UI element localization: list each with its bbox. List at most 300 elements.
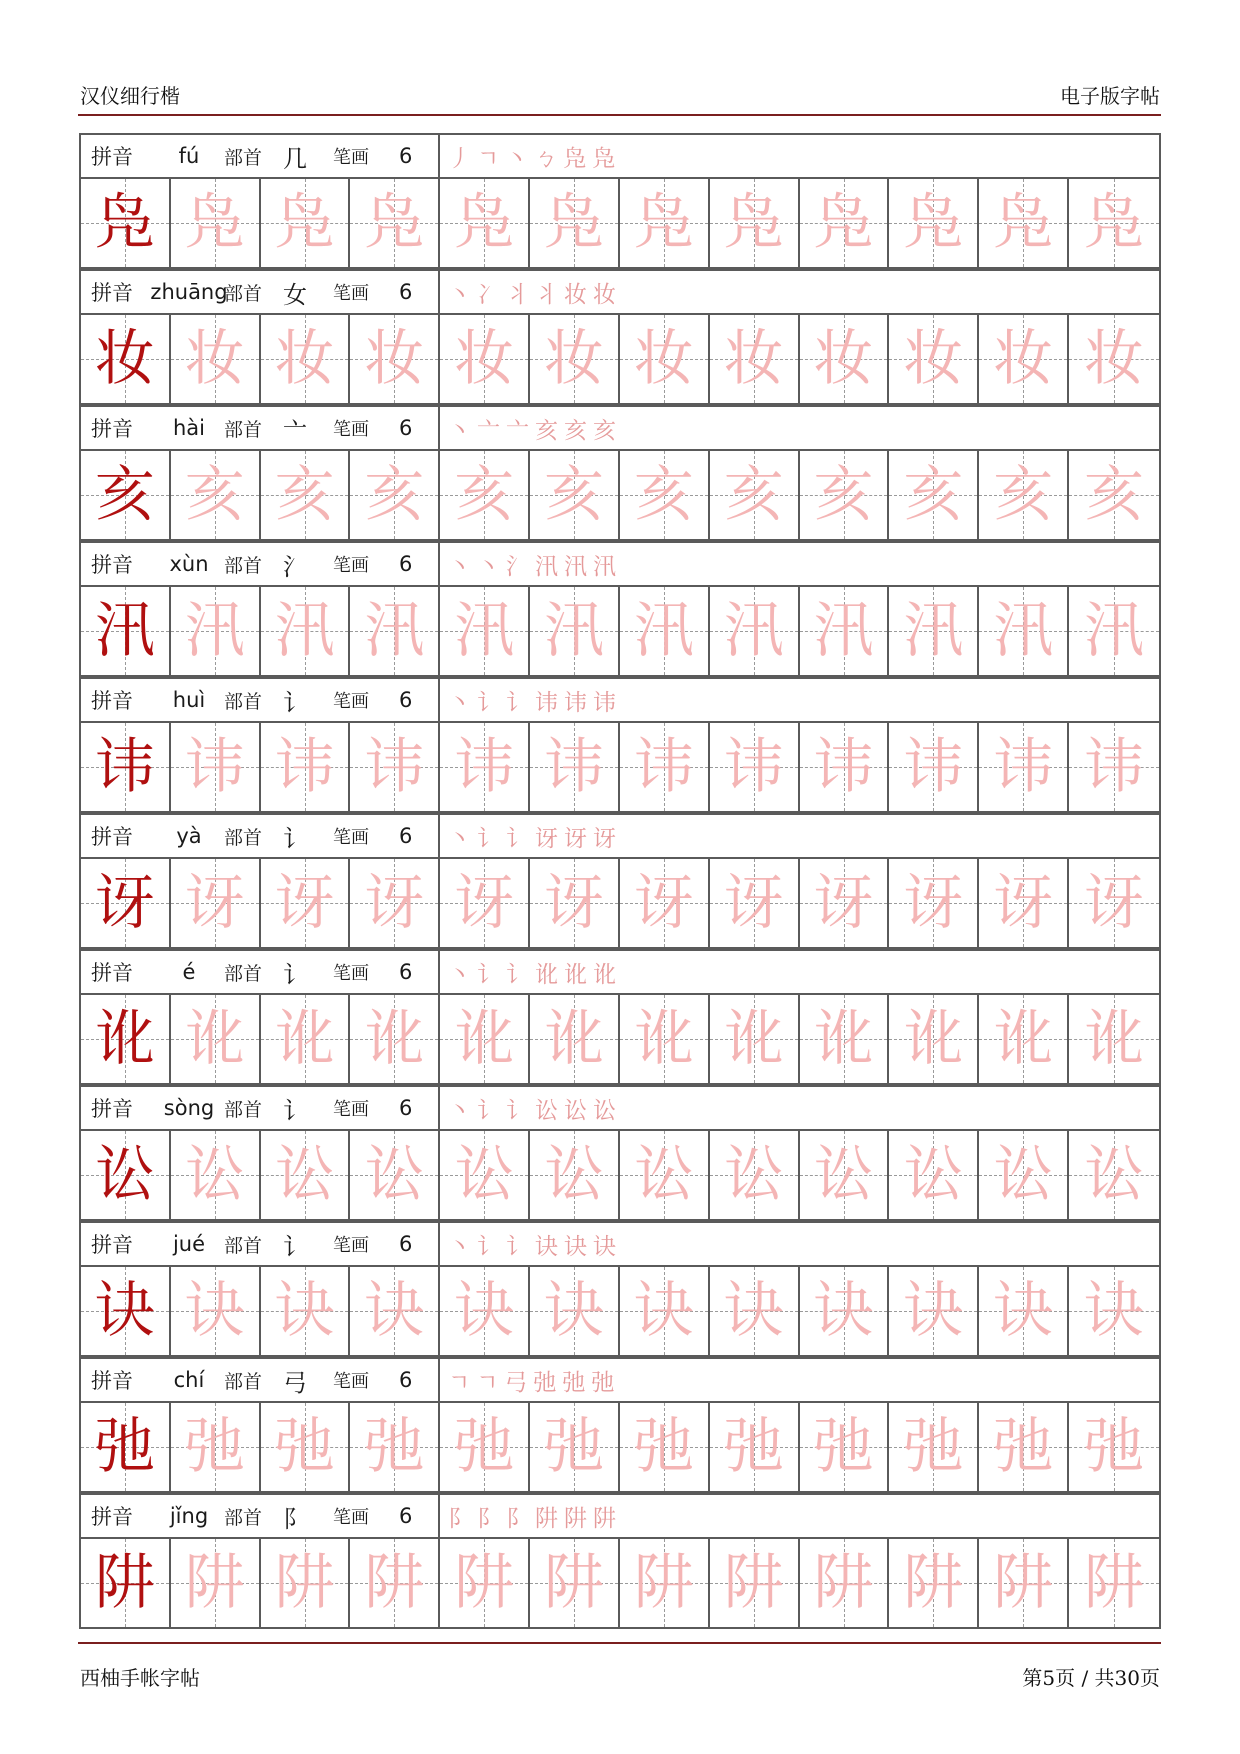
practice-grid-row xyxy=(79,177,1161,269)
trace-character-cell[interactable] xyxy=(889,1131,979,1219)
practice-grid-row xyxy=(79,857,1161,949)
practice-grid-row xyxy=(79,1537,1161,1629)
trace-character-cell[interactable] xyxy=(710,451,800,539)
trace-character: 讼 xyxy=(454,1140,515,1210)
trace-character-cell[interactable] xyxy=(889,451,979,539)
trace-character-cell[interactable] xyxy=(261,451,351,539)
trace-character-cell[interactable] xyxy=(1069,315,1159,403)
trace-character-cell[interactable] xyxy=(440,1267,530,1355)
trace-character-cell[interactable] xyxy=(710,1403,800,1491)
trace-character-cell[interactable] xyxy=(710,179,800,267)
trace-character: 讹 xyxy=(274,1004,335,1074)
trace-character-cell[interactable] xyxy=(530,587,620,675)
trace-character: 阱 xyxy=(1084,1548,1145,1618)
trace-character-cell[interactable] xyxy=(530,1403,620,1491)
pinyin-value: yà xyxy=(176,824,202,848)
trace-character: 讼 xyxy=(274,1140,335,1210)
radical-value: 讠 xyxy=(283,1096,307,1125)
trace-character: 凫 xyxy=(364,188,425,258)
trace-character: 阱 xyxy=(633,1548,694,1618)
trace-character-cell[interactable] xyxy=(261,1539,351,1627)
trace-character-cell[interactable] xyxy=(1069,179,1159,267)
strokes-value: 6 xyxy=(399,824,413,848)
trace-character-cell[interactable] xyxy=(1069,723,1159,811)
strokes-label: 笔画 xyxy=(333,283,369,304)
trace-character-cell[interactable] xyxy=(620,723,710,811)
master-character-cell xyxy=(81,587,171,675)
trace-character: 讼 xyxy=(1084,1140,1145,1210)
master-character-cell xyxy=(81,179,171,267)
trace-character-cell[interactable] xyxy=(710,1539,800,1627)
radical-value: 弓 xyxy=(283,1368,307,1397)
strokes-label: 笔画 xyxy=(333,827,369,848)
pinyin-value: fú xyxy=(178,144,200,168)
trace-character-cell[interactable] xyxy=(710,587,800,675)
trace-character: 亥 xyxy=(993,460,1054,530)
trace-character: 讳 xyxy=(813,732,874,802)
character-entry xyxy=(79,405,1161,541)
trace-character: 凫 xyxy=(544,188,605,258)
radical-value: 阝 xyxy=(283,1504,307,1533)
trace-character: 凫 xyxy=(274,188,335,258)
trace-character-cell[interactable] xyxy=(530,1267,620,1355)
trace-character: 妆 xyxy=(274,324,335,394)
trace-character-cell[interactable] xyxy=(800,859,890,947)
master-character-cell xyxy=(81,723,171,811)
trace-character-cell[interactable] xyxy=(1069,859,1159,947)
trace-character-cell[interactable] xyxy=(171,1403,261,1491)
trace-character: 亥 xyxy=(274,460,335,530)
trace-character-cell[interactable] xyxy=(171,1267,261,1355)
trace-character: 阱 xyxy=(274,1548,335,1618)
trace-character-cell[interactable] xyxy=(530,179,620,267)
pinyin-label: 拼音 xyxy=(91,281,133,305)
footer-brand: 西柚手帐字帖 xyxy=(80,1666,200,1690)
trace-character-cell[interactable] xyxy=(1069,1539,1159,1627)
trace-character: 妆 xyxy=(454,324,515,394)
trace-character-cell[interactable] xyxy=(261,995,351,1083)
trace-character: 汛 xyxy=(454,596,515,666)
header-font-name: 汉仪细行楷 xyxy=(80,84,180,108)
trace-character-cell[interactable] xyxy=(171,179,261,267)
header-divider xyxy=(78,114,1161,116)
trace-character-cell[interactable] xyxy=(800,315,890,403)
trace-character-cell[interactable] xyxy=(261,315,351,403)
trace-character-cell[interactable] xyxy=(889,1267,979,1355)
practice-grid-row xyxy=(79,1401,1161,1493)
trace-character-cell[interactable] xyxy=(979,315,1069,403)
strokes-label: 笔画 xyxy=(333,1371,369,1392)
trace-character: 妆 xyxy=(184,324,245,394)
trace-character-cell[interactable] xyxy=(1069,1403,1159,1491)
trace-character-cell[interactable] xyxy=(620,587,710,675)
trace-character-cell[interactable] xyxy=(440,995,530,1083)
radical-value: 亠 xyxy=(283,416,307,445)
trace-character: 弛 xyxy=(184,1412,245,1482)
trace-character: 汛 xyxy=(723,596,784,666)
practice-grid-row xyxy=(79,1265,1161,1357)
trace-character: 亥 xyxy=(544,460,605,530)
master-character: 汛 xyxy=(94,596,155,666)
trace-character: 讳 xyxy=(184,732,245,802)
trace-character-cell[interactable] xyxy=(530,995,620,1083)
trace-character-cell[interactable] xyxy=(710,995,800,1083)
trace-character-cell[interactable] xyxy=(1069,587,1159,675)
master-character: 讹 xyxy=(94,1004,155,1074)
trace-character: 诀 xyxy=(454,1276,515,1346)
strokes-value: 6 xyxy=(399,1368,413,1392)
stroke-order-sequence: 丿ㄱ丶ㄅ凫凫 xyxy=(448,145,622,172)
trace-character: 弛 xyxy=(364,1412,425,1482)
trace-character: 讳 xyxy=(723,732,784,802)
header-doc-type: 电子版字帖 xyxy=(1060,84,1160,108)
trace-character-cell[interactable] xyxy=(350,723,440,811)
strokes-label: 笔画 xyxy=(333,1235,369,1256)
trace-character-cell[interactable] xyxy=(530,1539,620,1627)
trace-character-cell[interactable] xyxy=(171,723,261,811)
trace-character-cell[interactable] xyxy=(800,451,890,539)
trace-character-cell[interactable] xyxy=(440,451,530,539)
trace-character-cell[interactable] xyxy=(710,315,800,403)
character-entry xyxy=(79,677,1161,813)
character-meta xyxy=(81,815,440,857)
character-meta xyxy=(81,543,440,585)
trace-character-cell[interactable] xyxy=(1069,1131,1159,1219)
master-character-cell xyxy=(81,451,171,539)
trace-character-cell[interactable] xyxy=(979,179,1069,267)
trace-character-cell[interactable] xyxy=(350,179,440,267)
character-meta xyxy=(81,1359,440,1401)
trace-character: 讳 xyxy=(454,732,515,802)
trace-character-cell[interactable] xyxy=(889,723,979,811)
trace-character-cell[interactable] xyxy=(440,723,530,811)
trace-character-cell[interactable] xyxy=(889,859,979,947)
trace-character-cell[interactable] xyxy=(171,587,261,675)
strokes-label: 笔画 xyxy=(333,555,369,576)
page-indicator: 第5页 / 共30页 xyxy=(1022,1666,1160,1690)
trace-character-cell[interactable] xyxy=(350,1131,440,1219)
trace-character: 妆 xyxy=(544,324,605,394)
radical-label: 部首 xyxy=(224,690,263,713)
strokes-value: 6 xyxy=(399,1096,413,1120)
trace-character-cell[interactable] xyxy=(350,859,440,947)
trace-character-cell[interactable] xyxy=(889,1403,979,1491)
trace-character-cell[interactable] xyxy=(889,179,979,267)
pinyin-value: zhuāng xyxy=(150,280,228,304)
trace-character-cell[interactable] xyxy=(440,859,530,947)
character-entry xyxy=(79,1085,1161,1221)
trace-character-cell[interactable] xyxy=(261,859,351,947)
trace-character-cell[interactable] xyxy=(710,859,800,947)
trace-character-cell[interactable] xyxy=(530,315,620,403)
strokes-value: 6 xyxy=(399,1232,413,1256)
trace-character: 诀 xyxy=(544,1276,605,1346)
trace-character: 凫 xyxy=(1084,188,1145,258)
trace-character-cell[interactable] xyxy=(800,587,890,675)
pinyin-label: 拼音 xyxy=(91,825,133,849)
trace-character: 汛 xyxy=(633,596,694,666)
trace-character: 亥 xyxy=(454,460,515,530)
trace-character-cell[interactable] xyxy=(350,995,440,1083)
trace-character: 弛 xyxy=(723,1412,784,1482)
master-character: 诀 xyxy=(94,1276,155,1346)
master-character: 讳 xyxy=(94,732,155,802)
pinyin-value: sòng xyxy=(163,1096,215,1120)
master-character: 弛 xyxy=(94,1412,155,1482)
master-character-cell xyxy=(81,995,171,1083)
trace-character-cell[interactable] xyxy=(171,315,261,403)
trace-character-cell[interactable] xyxy=(440,1131,530,1219)
trace-character: 讶 xyxy=(454,868,515,938)
practice-grid-row xyxy=(79,993,1161,1085)
trace-character-cell[interactable] xyxy=(979,1267,1069,1355)
trace-character: 亥 xyxy=(633,460,694,530)
trace-character-cell[interactable] xyxy=(620,859,710,947)
trace-character: 凫 xyxy=(813,188,874,258)
trace-character-cell[interactable] xyxy=(710,1267,800,1355)
strokes-value: 6 xyxy=(399,144,413,168)
trace-character: 阱 xyxy=(364,1548,425,1618)
trace-character: 弛 xyxy=(454,1412,515,1482)
trace-character-cell[interactable] xyxy=(979,451,1069,539)
trace-character-cell[interactable] xyxy=(979,1539,1069,1627)
stroke-order-sequence: 丶讠讠讳讳讳 xyxy=(448,689,622,716)
trace-character: 讼 xyxy=(903,1140,964,1210)
trace-character-cell[interactable] xyxy=(889,1539,979,1627)
character-info-row xyxy=(79,949,1161,993)
strokes-label: 笔画 xyxy=(333,1507,369,1528)
trace-character-cell[interactable] xyxy=(800,995,890,1083)
trace-character: 讼 xyxy=(633,1140,694,1210)
character-info-row xyxy=(79,405,1161,449)
trace-character: 诀 xyxy=(633,1276,694,1346)
trace-character: 讳 xyxy=(544,732,605,802)
character-entry xyxy=(79,133,1161,269)
trace-character-cell[interactable] xyxy=(710,723,800,811)
trace-character-cell[interactable] xyxy=(171,1539,261,1627)
character-info-row xyxy=(79,1493,1161,1537)
character-entry xyxy=(79,1357,1161,1493)
trace-character: 弛 xyxy=(274,1412,335,1482)
pinyin-value: jué xyxy=(172,1232,206,1256)
trace-character-cell[interactable] xyxy=(530,723,620,811)
character-entry xyxy=(79,813,1161,949)
trace-character-cell[interactable] xyxy=(171,451,261,539)
trace-character: 凫 xyxy=(184,188,245,258)
trace-character-cell[interactable] xyxy=(261,1403,351,1491)
trace-character-cell[interactable] xyxy=(440,179,530,267)
trace-character-cell[interactable] xyxy=(440,315,530,403)
trace-character: 亥 xyxy=(184,460,245,530)
trace-character: 汛 xyxy=(903,596,964,666)
trace-character-cell[interactable] xyxy=(620,1267,710,1355)
trace-character-cell[interactable] xyxy=(440,587,530,675)
trace-character: 亥 xyxy=(364,460,425,530)
trace-character-cell[interactable] xyxy=(440,1539,530,1627)
trace-character-cell[interactable] xyxy=(800,723,890,811)
stroke-order-sequence: 丶讠讠讹讹讹 xyxy=(448,961,622,988)
trace-character: 讹 xyxy=(184,1004,245,1074)
character-info-row xyxy=(79,269,1161,313)
trace-character-cell[interactable] xyxy=(530,1131,620,1219)
strokes-value: 6 xyxy=(399,688,413,712)
trace-character: 讳 xyxy=(364,732,425,802)
master-character-cell xyxy=(81,859,171,947)
trace-character-cell[interactable] xyxy=(171,1131,261,1219)
trace-character-cell[interactable] xyxy=(620,995,710,1083)
pinyin-label: 拼音 xyxy=(91,961,133,985)
radical-label: 部首 xyxy=(224,962,263,985)
radical-label: 部首 xyxy=(224,146,263,169)
trace-character-cell[interactable] xyxy=(620,179,710,267)
trace-character: 诀 xyxy=(364,1276,425,1346)
trace-character-cell[interactable] xyxy=(620,451,710,539)
trace-character-cell[interactable] xyxy=(530,859,620,947)
character-meta xyxy=(81,1223,440,1265)
trace-character-cell[interactable] xyxy=(620,1539,710,1627)
trace-character: 诀 xyxy=(274,1276,335,1346)
radical-value: 讠 xyxy=(283,824,307,853)
stroke-order-sequence: 阝阝阝阱阱阱 xyxy=(448,1505,622,1532)
character-meta xyxy=(81,679,440,721)
trace-character-cell[interactable] xyxy=(350,1267,440,1355)
trace-character-cell[interactable] xyxy=(889,995,979,1083)
trace-character-cell[interactable] xyxy=(800,179,890,267)
radical-value: 女 xyxy=(283,280,307,309)
trace-character: 讹 xyxy=(813,1004,874,1074)
trace-character: 弛 xyxy=(1084,1412,1145,1482)
character-info-row xyxy=(79,1357,1161,1401)
trace-character: 讹 xyxy=(723,1004,784,1074)
strokes-value: 6 xyxy=(399,960,413,984)
radical-value: 讠 xyxy=(283,688,307,717)
character-info-row xyxy=(79,133,1161,177)
master-character: 阱 xyxy=(94,1548,155,1618)
trace-character-cell[interactable] xyxy=(620,315,710,403)
character-entry xyxy=(79,541,1161,677)
radical-label: 部首 xyxy=(224,1370,263,1393)
trace-character-cell[interactable] xyxy=(350,451,440,539)
trace-character-cell[interactable] xyxy=(1069,451,1159,539)
trace-character: 讶 xyxy=(633,868,694,938)
trace-character: 阱 xyxy=(454,1548,515,1618)
trace-character: 讹 xyxy=(544,1004,605,1074)
trace-character: 弛 xyxy=(903,1412,964,1482)
trace-character-cell[interactable] xyxy=(261,1131,351,1219)
trace-character-cell[interactable] xyxy=(171,859,261,947)
trace-character-cell[interactable] xyxy=(350,315,440,403)
character-info-row xyxy=(79,541,1161,585)
trace-character-cell[interactable] xyxy=(1069,1267,1159,1355)
trace-character-cell[interactable] xyxy=(800,1267,890,1355)
trace-character: 诀 xyxy=(1084,1276,1145,1346)
practice-grid-row xyxy=(79,721,1161,813)
master-character-cell xyxy=(81,1131,171,1219)
trace-character: 讶 xyxy=(903,868,964,938)
trace-character: 讶 xyxy=(184,868,245,938)
trace-character: 讹 xyxy=(993,1004,1054,1074)
trace-character-cell[interactable] xyxy=(979,859,1069,947)
trace-character: 讼 xyxy=(364,1140,425,1210)
trace-character: 妆 xyxy=(993,324,1054,394)
master-character-cell xyxy=(81,1539,171,1627)
radical-value: 几 xyxy=(283,144,307,173)
strokes-value: 6 xyxy=(399,1504,413,1528)
trace-character: 亥 xyxy=(903,460,964,530)
trace-character: 讶 xyxy=(364,868,425,938)
trace-character-cell[interactable] xyxy=(350,587,440,675)
trace-character-cell[interactable] xyxy=(979,1403,1069,1491)
radical-label: 部首 xyxy=(224,554,263,577)
trace-character-cell[interactable] xyxy=(620,1403,710,1491)
pinyin-label: 拼音 xyxy=(91,1097,133,1121)
master-character: 亥 xyxy=(94,460,155,530)
trace-character-cell[interactable] xyxy=(800,1403,890,1491)
practice-grid-row xyxy=(79,449,1161,541)
trace-character-cell[interactable] xyxy=(350,1403,440,1491)
trace-character: 讼 xyxy=(723,1140,784,1210)
trace-character-cell[interactable] xyxy=(1069,995,1159,1083)
radical-label: 部首 xyxy=(224,1098,263,1121)
trace-character-cell[interactable] xyxy=(261,587,351,675)
character-info-row xyxy=(79,1221,1161,1265)
trace-character: 弛 xyxy=(993,1412,1054,1482)
trace-character-cell[interactable] xyxy=(979,995,1069,1083)
strokes-value: 6 xyxy=(399,280,413,304)
trace-character-cell[interactable] xyxy=(350,1539,440,1627)
trace-character-cell[interactable] xyxy=(171,995,261,1083)
trace-character: 讳 xyxy=(1084,732,1145,802)
trace-character: 弛 xyxy=(813,1412,874,1482)
trace-character-cell[interactable] xyxy=(979,1131,1069,1219)
practice-grid-row xyxy=(79,1129,1161,1221)
trace-character-cell[interactable] xyxy=(889,587,979,675)
character-info-row xyxy=(79,813,1161,857)
trace-character: 汛 xyxy=(813,596,874,666)
character-entry xyxy=(79,1221,1161,1357)
trace-character: 诀 xyxy=(813,1276,874,1346)
trace-character-cell[interactable] xyxy=(979,723,1069,811)
trace-character-cell[interactable] xyxy=(261,1267,351,1355)
pinyin-value: xùn xyxy=(169,552,209,576)
master-character-cell xyxy=(81,1267,171,1355)
trace-character-cell[interactable] xyxy=(889,315,979,403)
trace-character-cell[interactable] xyxy=(710,1131,800,1219)
trace-character: 讳 xyxy=(274,732,335,802)
trace-character-cell[interactable] xyxy=(261,723,351,811)
trace-character: 汛 xyxy=(1084,596,1145,666)
trace-character-cell[interactable] xyxy=(620,1131,710,1219)
trace-character-cell[interactable] xyxy=(979,587,1069,675)
master-character: 凫 xyxy=(94,188,155,258)
trace-character: 汛 xyxy=(274,596,335,666)
trace-character-cell[interactable] xyxy=(800,1131,890,1219)
trace-character-cell[interactable] xyxy=(530,451,620,539)
trace-character-cell[interactable] xyxy=(440,1403,530,1491)
stroke-order-sequence: 丶讠讠讶讶讶 xyxy=(448,825,622,852)
radical-value: 讠 xyxy=(283,1232,307,1261)
trace-character: 诀 xyxy=(184,1276,245,1346)
stroke-order-sequence: 丶冫丬丬妆妆 xyxy=(448,281,622,308)
master-character: 讼 xyxy=(94,1140,155,1210)
character-meta xyxy=(81,407,440,449)
stroke-order-sequence: 丶讠讠讼讼讼 xyxy=(448,1097,622,1124)
trace-character: 讼 xyxy=(544,1140,605,1210)
trace-character-cell[interactable] xyxy=(800,1539,890,1627)
trace-character-cell[interactable] xyxy=(261,179,351,267)
trace-character: 凫 xyxy=(723,188,784,258)
trace-character: 阱 xyxy=(993,1548,1054,1618)
